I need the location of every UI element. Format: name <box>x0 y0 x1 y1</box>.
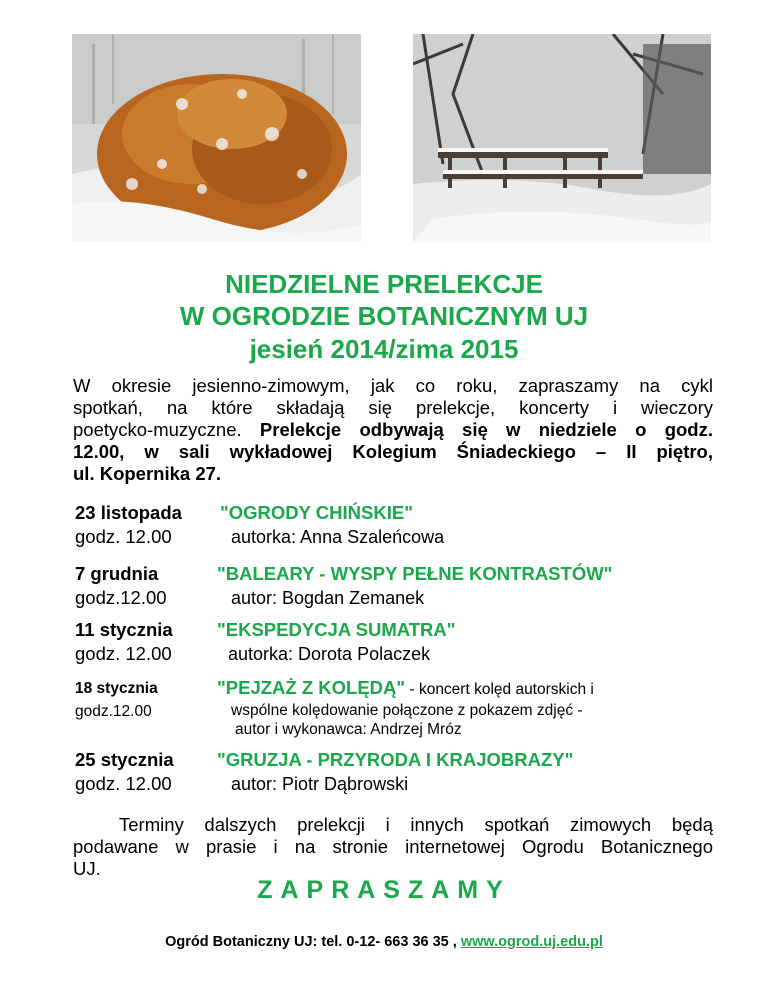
intro-line: poetycko-muzyczne. Prelekcje odbywają się w niedziele o godz. <box>73 419 713 440</box>
event-title: "EKSPEDYCJA SUMATRA" <box>217 619 456 640</box>
event-title: "GRUZJA - PRZYRODA I KRAJOBRAZY" <box>217 749 574 770</box>
event-time: godz.12.00 <box>75 587 167 608</box>
event-time: godz. 12.00 <box>75 526 172 547</box>
closing-line: Terminy dalszych prelekcji i innych spotkań zimowych będą <box>119 814 713 835</box>
closing-line: UJ. <box>73 858 101 879</box>
event-title: "BALEARY - WYSPY PEŁNE KONTRASTÓW" <box>217 563 613 584</box>
event-title: "PEJZAŻ Z KOLĘDĄ" <box>217 677 406 698</box>
event-time: godz. 12.00 <box>75 773 172 794</box>
event-description-line: wspólne kolędowanie połączone z pokazem zdjęć - <box>231 702 583 719</box>
event-author: autor: Bogdan Zemanek <box>231 588 425 608</box>
event-author: autorka: Anna Szaleńcowa <box>231 527 445 547</box>
event-date: 18 stycznia <box>75 680 158 697</box>
event-description: - koncert kolęd autorskich i <box>405 681 594 698</box>
winter-bridge-photo <box>413 34 711 242</box>
intro-paragraph <box>73 375 713 485</box>
website-link[interactable]: www.ogrod.uj.edu.pl <box>460 934 603 950</box>
footer-contact-text: Ogród Botaniczny UJ: tel. 0-12- 663 36 35 , <box>165 934 461 950</box>
intro-line: spotkań, na które składają się prelekcje, koncerty i wieczory <box>73 397 713 418</box>
invitation-heading: ZAPRASZAMY <box>257 876 511 904</box>
event-date: 7 grudnia <box>75 563 159 584</box>
intro-line: ul. Kopernika 27. <box>73 463 222 484</box>
event-time: godz. 12.00 <box>75 643 172 664</box>
intro-line: W okresie jesienno-zimowym, jak co roku, zapraszamy na cykl <box>73 375 713 396</box>
event-title: "OGRODY CHIŃSKIE" <box>220 502 413 523</box>
event-author: autorka: Dorota Polaczek <box>228 644 431 664</box>
event-author: autor: Piotr Dąbrowski <box>231 774 409 794</box>
event-date: 11 stycznia <box>75 619 173 640</box>
intro-line: 12.00, w sali wykładowej Kolegium Śniadeckiego – II piętro, <box>73 441 713 462</box>
event-date: 23 listopada <box>75 502 182 523</box>
closing-paragraph <box>73 814 713 880</box>
event-time: godz.12.00 <box>75 703 152 720</box>
closing-line: podawane w prasie i na stronie internetowej Ogrodu Botanicznego <box>73 836 713 857</box>
autumn-shrub-photo <box>72 34 361 242</box>
page-subtitle-season: jesień 2014/zima 2015 <box>249 334 519 364</box>
footer-contact <box>0 934 768 950</box>
event-author: autor i wykonawca: Andrzej Mróz <box>235 721 462 738</box>
page-title-line2: W OGRODZIE BOTANICZNYM UJ <box>179 301 589 331</box>
event-title-line <box>217 677 594 701</box>
page-title-line1: NIEDZIELNE PRELEKCJE <box>225 269 543 299</box>
event-date: 25 stycznia <box>75 749 174 770</box>
